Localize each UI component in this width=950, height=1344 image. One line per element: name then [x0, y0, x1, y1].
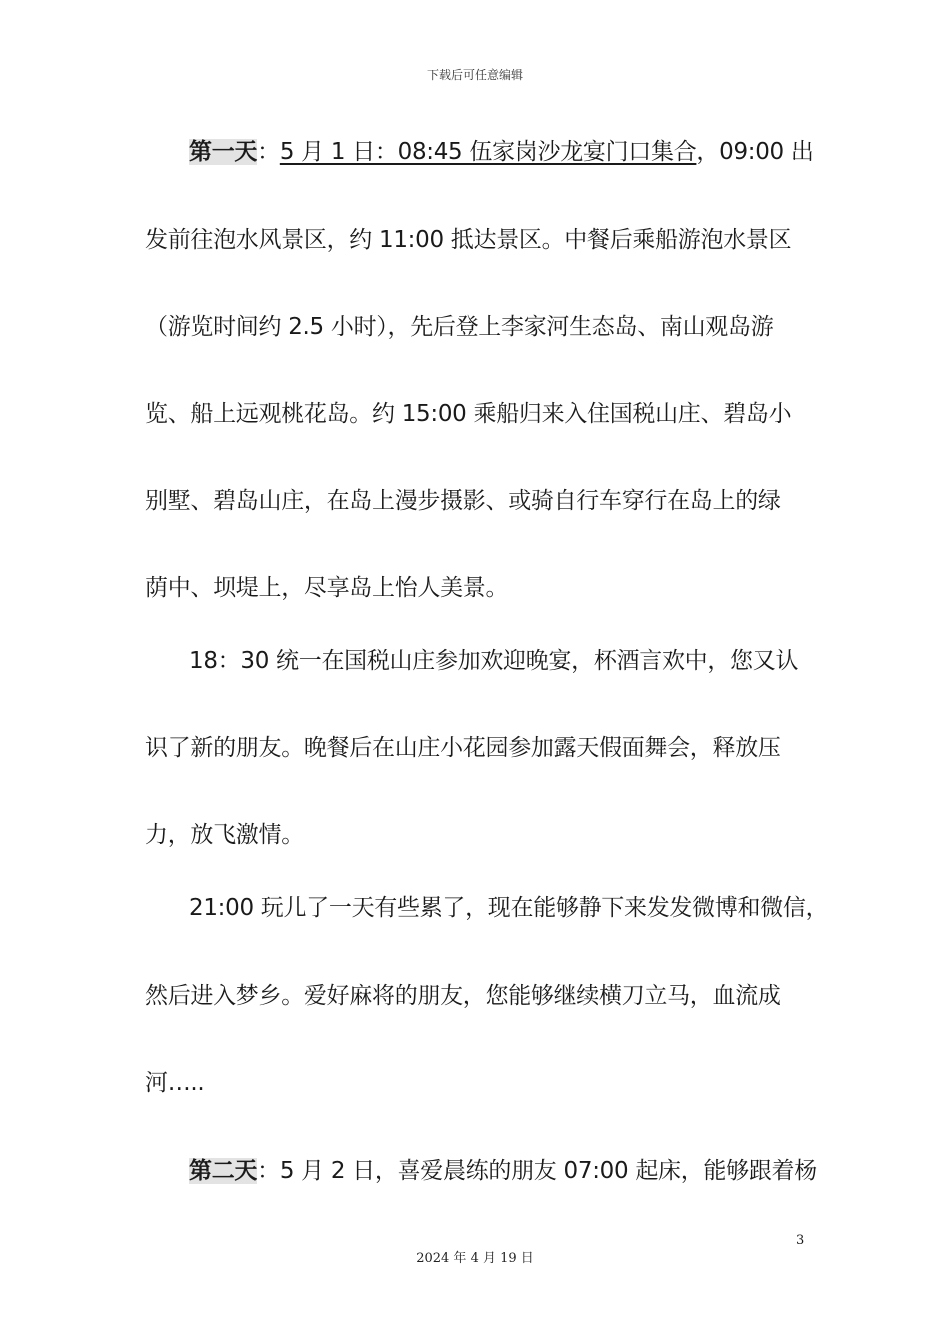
- page-header: 下载后可任意编辑: [426, 68, 523, 82]
- day1-line-4: 览、船上远观桃花岛。约 15:00 乘船归来入住国税山庄、碧岛小: [145, 401, 792, 427]
- day1-line-2: 发前往泡水风景区，约 11:00 抵达景区。中餐后乘船游泡水景区: [145, 227, 792, 253]
- day1-line-6: 荫中、坝堤上，尽享岛上怡人美景。: [145, 575, 509, 601]
- para3-line-1: 21:00 玩儿了一天有些累了，现在能够静下来发发微博和微信，: [189, 895, 829, 921]
- day1-colon: ：: [257, 139, 280, 165]
- para2-line-2: 识了新的朋友。晚餐后在山庄小花园参加露天假面舞会，释放压: [145, 735, 781, 761]
- day1-first-line-rest: ，09:00 出: [696, 139, 814, 165]
- day1-label: 第一天: [189, 139, 258, 165]
- day2-label: 第二天: [189, 1158, 258, 1184]
- day1-first-line: [189, 137, 814, 167]
- para3-line-2: 然后进入梦乡。爱好麻将的朋友，您能够继续横刀立马，血流成: [145, 983, 781, 1009]
- day1-line-3: （游览时间约 2.5 小时），先后登上李家河生态岛、南山观岛游: [145, 314, 774, 340]
- day2-colon: ：: [257, 1158, 280, 1184]
- para2-line-1: 18：30 统一在国税山庄参加欢迎晚宴，杯酒言欢中，您又认: [189, 648, 799, 674]
- para2-line-3: 力，放飞激情。: [145, 822, 304, 848]
- day2-first-line: [189, 1156, 817, 1186]
- para3-line-3: 河…..: [145, 1070, 205, 1096]
- page-footer-date: 2024 年 4 月 19 日: [416, 1251, 534, 1266]
- page-number: 3: [796, 1233, 805, 1248]
- day1-line-5: 别墅、碧岛山庄，在岛上漫步摄影、或骑自行车穿行在岛上的绿: [145, 488, 781, 514]
- day1-meeting-time: 5 月 1 日：08:45 伍家岗沙龙宴门口集合: [279, 139, 697, 165]
- day2-first-line-rest: 5 月 2 日，喜爱晨练的朋友 07:00 起床，能够跟着杨: [279, 1158, 817, 1184]
